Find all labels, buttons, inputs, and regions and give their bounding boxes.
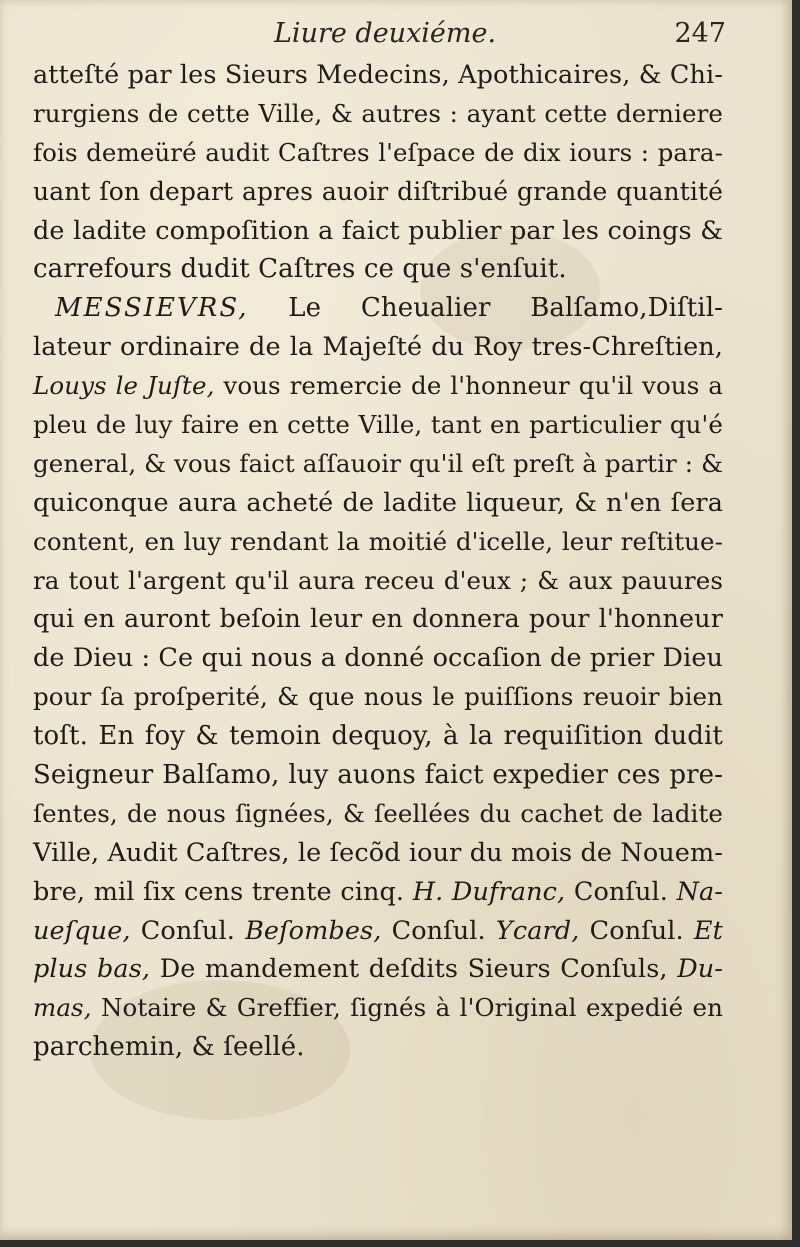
signatory-name: Du- [677, 954, 723, 985]
text-fragment: Conſul. [140, 915, 235, 946]
text-fragment: Conſul. [589, 915, 684, 946]
text-fragment: Et [693, 915, 723, 946]
scan-border [0, 1240, 800, 1247]
text-fragment: Conſul. [573, 876, 668, 907]
text-line: rurgiens de cette Ville, & autres : ayant cette derniere [33, 98, 723, 128]
text-line: ſentes, de nous ſignées, & ſeellées du cachet de ladite [33, 798, 723, 828]
signatory-name: H. Dufranc, [412, 876, 566, 907]
text-line: de Dieu : Ce qui nous a donné occaſion de prier Dieu [33, 643, 724, 674]
signature-line [33, 950, 723, 989]
signatory-name: mas, [33, 993, 92, 1023]
scan-border [792, 0, 800, 1247]
text-line: atteſté par les Sieurs Medecins, Apothicaires, & Chi- [33, 60, 723, 90]
signature-line [33, 873, 723, 912]
text-line: fois demeüré audit Caſtres l'eſpace de dix iours : para- [33, 137, 723, 167]
text-line: Seigneur Balſamo, luy auons faict expedier ces pre- [33, 760, 723, 791]
salutation: MESSIEVRS, [55, 293, 249, 324]
text-line: pour ſa proſperité, & que nous le puiſſions reuoir bien [33, 682, 723, 712]
text-line: general, & vous faict aſſauoir qu'il eſt preſt à partir : & [33, 448, 723, 478]
text-line: carrefours dudit Caſtres ce que s'enſuit. [33, 254, 567, 285]
text-fragment: bre, mil ſix cens trente cinq. [33, 876, 405, 907]
text-line: toſt. En foy & temoin dequoy, à la requiſition dudit [33, 721, 723, 752]
text-line: content, en luy rendant la moitié d'icelle, leur reſtitue- [33, 526, 723, 556]
signatory-name: ueſque, [33, 915, 131, 946]
text-line: ra tout l'argent qu'il aura receu d'eux ; & aux pauures [33, 565, 723, 595]
text-line: lateur ordinaire de la Majeſté du Roy tres-Chreſtien, [33, 332, 723, 363]
text-line: de ladite compoſition a faict publier par les coings & [33, 215, 723, 246]
text-fragment: Notaire & Greffier, ſignés à l'Original expedié en [100, 993, 723, 1023]
text-fragment: plus bas, [33, 954, 151, 985]
running-head [36, 18, 726, 58]
signatory-name: Beſombes, [245, 915, 382, 946]
text-fragment: Conſul. [391, 915, 486, 946]
text-line: uant ſon depart apres auoir diſtribué grande quantité [33, 176, 723, 206]
text-line: qui en auront beſoin leur en donnera pour l'honneur [33, 604, 723, 635]
text-fragment: De mandement deſdits Sieurs Conſuls, [159, 954, 668, 985]
king-name: Louys le Juſte, [33, 371, 215, 401]
signatory-name: Na- [676, 876, 723, 907]
signature-line [33, 912, 723, 951]
signatory-name: Ycard, [495, 915, 580, 946]
page-number: 247 [674, 18, 726, 49]
text-fragment: Le Cheualier Balſamo,Diſtil- [288, 293, 723, 324]
body-text [33, 56, 723, 1067]
running-title: Liure deuxiéme. [274, 18, 497, 49]
text-line: pleu de luy faire en cette Ville, tant en particulier qu'é [33, 410, 723, 440]
text-fragment: vous remercie de l'honneur qu'il vous a [223, 371, 723, 401]
signature-line [33, 989, 723, 1028]
text-line: parchemin, & ſeellé. [33, 1032, 305, 1063]
text-line: quiconque aura acheté de ladite liqueur, & n'en ſera [33, 487, 723, 518]
text-line: Ville, Audit Caſtres, le ſecõd iour du mois de Nouem- [33, 837, 723, 868]
decree-opening-line [33, 289, 723, 328]
decree-name-line [33, 367, 723, 406]
